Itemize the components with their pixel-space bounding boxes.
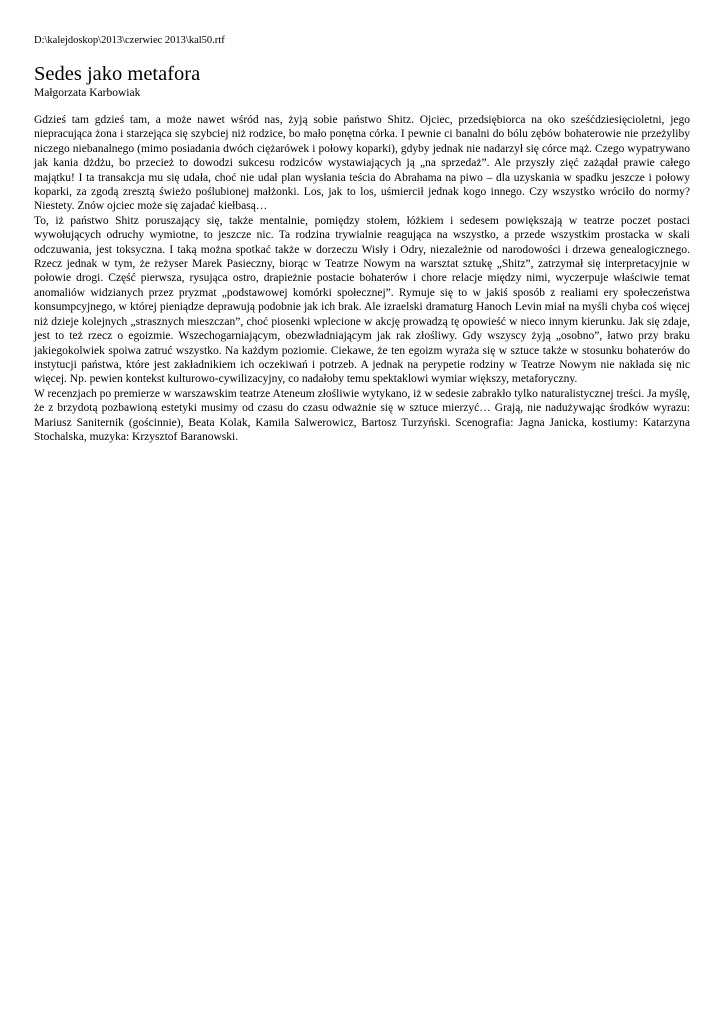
paragraph-1: Gdzieś tam gdzieś tam, a może nawet wśród nas, żyją sobie państwo Shitz. Ojciec, przedsiębiorca na oko sześćdziesięcioletni, jego niepracująca żona i starzejąca się szybciej niż rodzice, bo mało ponętna córka. I pewnie ci banalni do bólu zębów bohaterowie nie przeżyliby niczego niebanalnego (mimo posiadania dwóch ciężarówek i połowy koparki), gdyby jednak nie nadarzył się córce mąż. Czego wypatrywano jak kania dżdżu, bo przecież to dowodzi sukcesu rodziców wystawiających ją „na sprzedaż”. Ale przyszły zięć zażądał prawie całego majątku! I ta transakcja mu się udała, choć nie udał plan wysłania teścia do Abrahama na piwo – dla uzyskania w spadku jeszcze i połowy koparki, za zgodą zresztą świeżo poślubionej małżonki. Los, jak to los, uśmiercił jednak kogo innego. Czy wszystko wróciło do normy? Niestety. Znów ojciec może się zajadać kiełbasą… xyxy=(34,114,690,213)
document-page xyxy=(34,34,690,444)
article-body xyxy=(34,113,690,444)
paragraph-3: W recenzjach po premierze w warszawskim teatrze Ateneum złośliwie wytykano, iż w sedesie zabrakło tylko naturalistycznej treści. Ja myślę, że z brzydotą pozbawioną estetyki musimy od czasu do czasu odważnie się w sztuce mierzyć… Grają, nie nadużywając środków wyrazu: Mariusz Saniternik (gościnnie), Beata Kolak, Kamila Salwerowicz, Bartosz Turzyński. Scenografia: Jagna Janicka, kostiumy: Katarzyna Stochalska, muzyka: Krzysztof Baranowski. xyxy=(34,387,690,443)
file-path: D:\kalejdoskop\2013\czerwiec 2013\kal50.rtf xyxy=(34,35,225,46)
article-title: Sedes jako metafora xyxy=(34,63,201,85)
article-author: Małgorzata Karbowiak xyxy=(34,87,141,99)
paragraph-2: To, iż państwo Shitz poruszający się, także mentalnie, pomiędzy stołem, łóżkiem i sedesem powiększają w teatrze poczet postaci wywołujących odruchy wymiotne, to jeszcze nic. Ta rodzina trywialnie reagująca na wszystko, a przede wszystkim prostacka w skali odczuwania, jest toksyczna. I taką można spotkać także w dorzeczu Wisły i Odry, niezależnie od narodowości i drzewa genealogicznego. Rzecz jednak w tym, że reżyser Marek Pasieczny, biorąc w Teatrze Nowym na warsztat sztukę „Shitz”, zatrzymał się interpretacyjnie w połowie drogi. Część pierwsza, rysująca ostro, drapieżnie postacie bohaterów i chore relacje między nimi, wyczerpuje właściwie temat anomaliów widzianych przez pryzmat „podstawowej komórki społecznej”. Rymuje się to w jakiś sposób z realiami ery społeczeństwa konsumpcyjnego, w której pieniądze deprawują podobnie jak ich brak. Ale izraelski dramaturg Hanoch Levin miał na myśli chyba coś więcej niż dzieje kolejnych „strasznych mieszczan”, choć piosenki wplecione w akcję prowadzą tę opowieść w nieco innym kierunku. Jak się zdaje, jest to też rzecz o egoizmie. Wszechogarniającym, obezwładniającym jak rak złośliwy. Gdy wszyscy żyją „osobno”, łatwo przy braku jakiegokolwiek spoiwa zatruć wszystko. Na każdym poziomie. Ciekawe, że ten egoizm wyraża się w sztuce także w stosunku bohaterów do instytucji państwa, które jest zakładnikiem ich oczekiwań i potrzeb. A jednak na perypetie rodziny w Teatrze Nowym nie nakłada się nic więcej. Np. pewien kontekst kulturowo-cywilizacyjny, co nadałoby temu spektaklowi wymiar większy, metaforyczny. xyxy=(34,214,690,386)
